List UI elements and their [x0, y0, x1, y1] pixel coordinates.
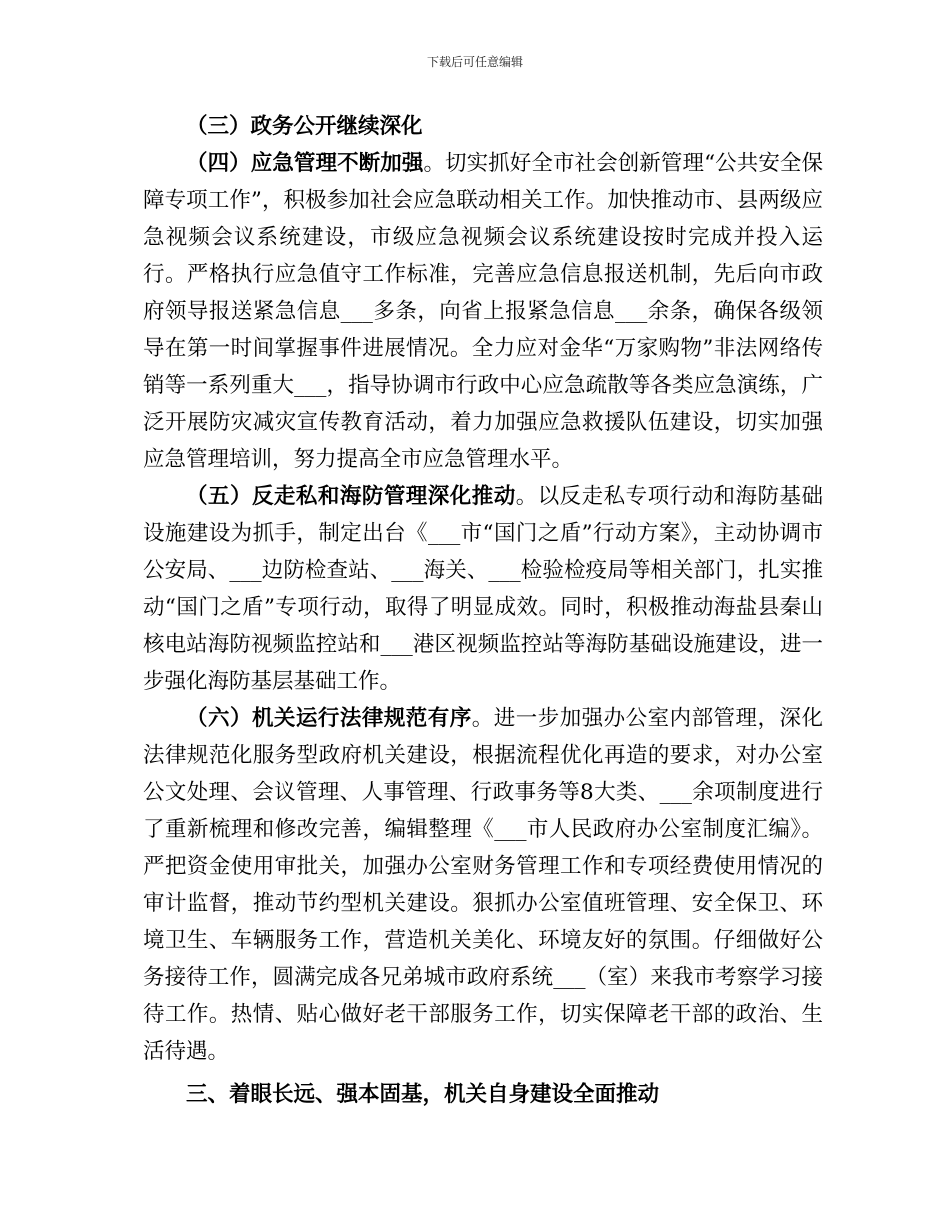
- paragraph-lead: （四）应急管理不断加强: [186, 151, 424, 176]
- paragraph-anti-smuggling: [143, 478, 823, 700]
- paragraph-office-operation: [143, 700, 823, 1070]
- paragraph-text: 。切实抓好全市社会创新管理“公共安全保障专项工作”，积极参加社会应急联动相关工作。加快推动市、县两级应急视频会议系统建设，市级应急视频会议系统建设按时完成并投入运行。严格执行应急值守工作标准，完善应急信息报送机制，先后向市政府领导报送紧急信息___多条，向省上报紧急信息___余条，确保各级领导在第一时间掌握事件进展情况。全力应对金华“万家购物”非法网络传销等一系列重大___，指导协调市行政中心应急疏散等各类应急演练，广泛开展防灾减灾宣传教育活动，着力加强应急救援队伍建设，切实加强应急管理培训，努力提高全市应急管理水平。: [143, 151, 823, 472]
- heading-section-three: 三、着眼长远、强本固基，机关自身建设全面推动: [186, 1082, 660, 1107]
- paragraph-lead: （六）机关运行法律规范有序: [186, 706, 472, 731]
- document-body: [143, 108, 823, 1113]
- paragraph-text: 。以反走私专项行动和海防基础设施建设为抓手，制定出台《___市“国门之盾”行动方案》，主动协调市公安局、___边防检查站、___海关、___检验检疫局等相关部门，扎实推动“国门之盾”专项行动，取得了明显成效。同时，积极推动海盐县秦山核电站海防视频监控站和___港区视频监控站等海防基础设施建设，进一步强化海防基层基础工作。: [143, 484, 823, 694]
- paragraph-lead: （五）反走私和海防管理深化推动: [186, 484, 516, 509]
- heading-section-3-3: （三）政务公开继续深化: [186, 114, 423, 139]
- paragraph-emergency-management: [143, 145, 823, 478]
- page-header: 下载后可任意编辑: [426, 55, 523, 69]
- paragraph-text: 。进一步加强办公室内部管理，深化法律规范化服务型政府机关建设，根据流程优化再造的要求，对办公室公文处理、会议管理、人事管理、行政事务等8大类、___余项制度进行了重新梳理和修改完善，编辑整理《___市人民政府办公室制度汇编》。严把资金使用审批关，加强办公室财务管理工作和专项经费使用情况的审计监督，推动节约型机关建设。狠抓办公室值班管理、安全保卫、环境卫生、车辆服务工作，营造机关美化、环境友好的氛围。仔细做好公务接待工作，圆满完成各兄弟城市政府系统___（室）来我市考察学习接待工作。热情、贴心做好老干部服务工作，切实保障老干部的政治、生活待遇。: [143, 706, 823, 1064]
